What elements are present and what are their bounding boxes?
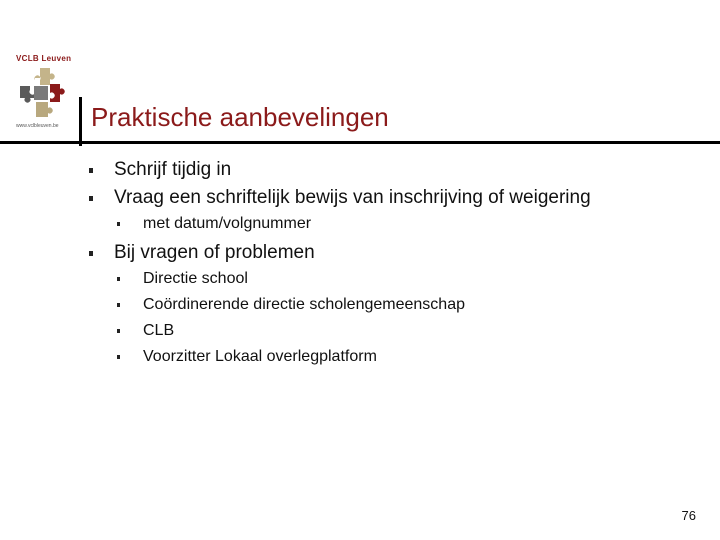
- bullet-item: Vraag een schriftelijk bewijs van inschrijving of weigering: [114, 187, 591, 208]
- horizontal-rule: [0, 141, 720, 144]
- sub-bullet-item: Voorzitter Lokaal overlegplatform: [143, 348, 377, 365]
- sub-bullet-item: Directie school: [143, 270, 248, 287]
- sub-bullet-marker: [117, 329, 120, 333]
- bullet-marker: [89, 251, 93, 256]
- puzzle-icon: [14, 66, 74, 122]
- vclb-logo: [12, 54, 76, 134]
- bullet-item: Schrijf tijdig in: [114, 159, 232, 180]
- vertical-rule: [79, 97, 82, 146]
- logo-title: VCLB Leuven: [16, 54, 72, 63]
- bullet-marker: [89, 196, 93, 201]
- sub-bullet-item: Coördinerende directie scholengemeenschap: [143, 296, 465, 313]
- bullet-marker: [89, 168, 93, 173]
- sub-bullet-marker: [117, 277, 120, 281]
- sub-bullet-marker: [117, 355, 120, 359]
- bullet-item: Bij vragen of problemen: [114, 242, 315, 263]
- page-number: 76: [681, 508, 696, 523]
- logo-url: www.vclbleuven.be: [16, 123, 59, 129]
- sub-bullet-item: met datum/volgnummer: [143, 215, 312, 232]
- slide-title: Praktische aanbevelingen: [91, 102, 389, 132]
- sub-bullet-marker: [117, 222, 120, 226]
- sub-bullet-item: CLB: [143, 322, 175, 339]
- sub-bullet-marker: [117, 303, 120, 307]
